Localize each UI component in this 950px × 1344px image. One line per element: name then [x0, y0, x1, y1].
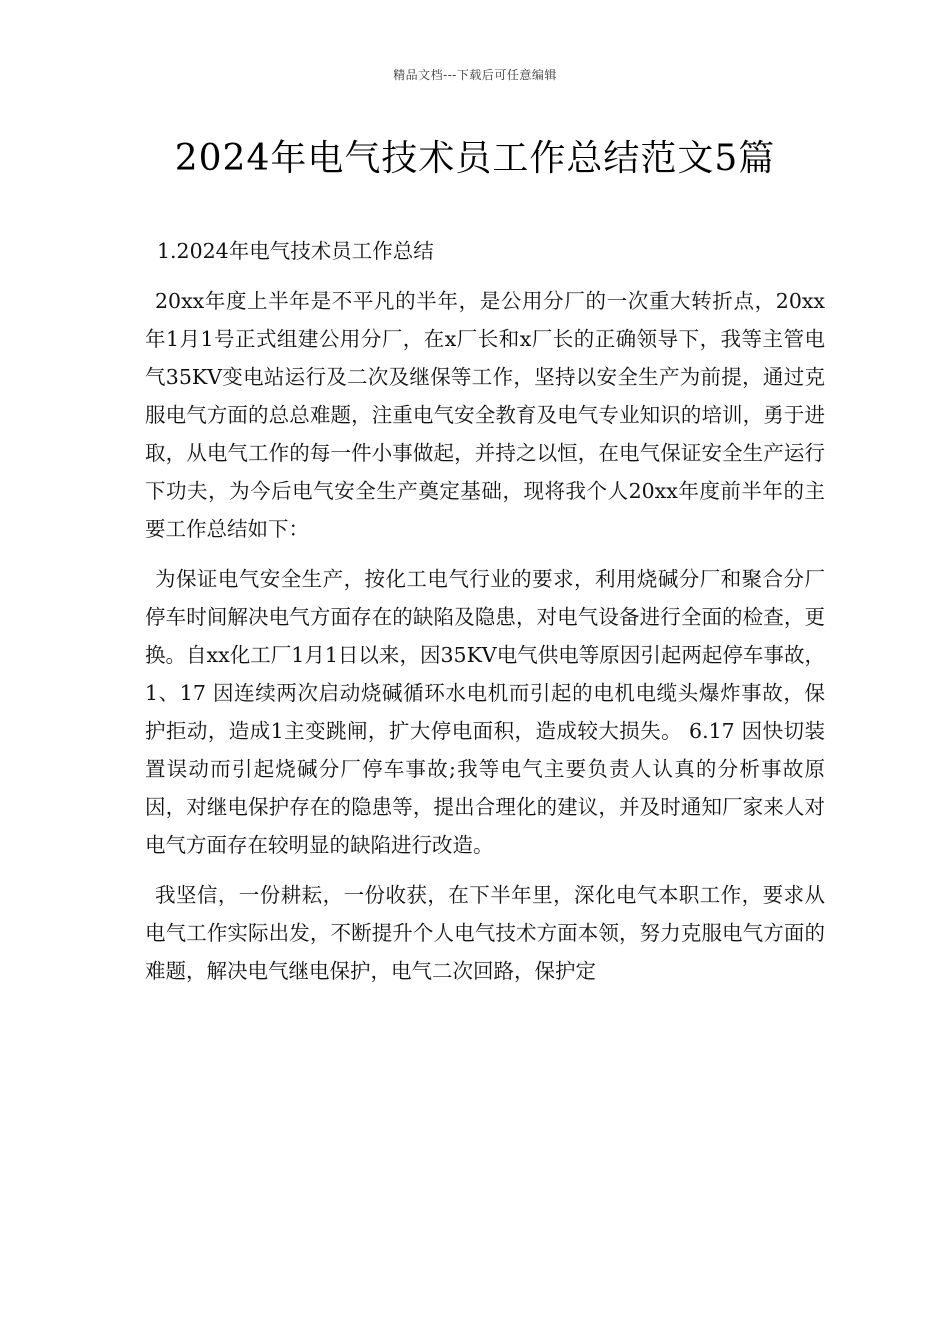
document-title: 2024年电气技术员工作总结范文5篇 — [174, 138, 776, 179]
section-heading: 1.2024年电气技术员工作总结 — [157, 239, 434, 263]
header-note: 精品文档---下载后可任意编辑 — [393, 68, 557, 82]
paragraph: 为保证电气安全生产，按化工电气行业的要求，利用烧碱分厂和聚合分厂停车时间解决电气方面存在的缺陷及隐患，对电气设备进行全面的检查，更换。自xx化工厂1月1日以来，因35KV电气供电等原因引起两起停车事故， 1、17 因连续两次启动烧碱循环水电机而引起的电机电缆头爆炸事故，保护拒动，造成1主变跳闸，扩大停电面积，造成较大损失。 6.17 因快切装置误动而引起烧碱分厂停车事故;我等电气主要负责人认真的分析事故原因，对继电保护存在的隐患等，提出合理化的建议，并及时通知厂家来人对电气方面存在较明显的缺陷进行改造。 — [145, 567, 825, 857]
document-body — [145, 232, 825, 1002]
paragraph: 20xx年度上半年是不平凡的半年，是公用分厂的一次重大转折点，20xx年1月1号正式组建公用分厂，在x厂长和x厂长的正确领导下，我等主管电气35KV变电站运行及二次及继保等工作，坚持以安全生产为前提，通过克服电气方面的总总难题，注重电气安全教育及电气专业知识的培训，勇于进取，从电气工作的每一件小事做起，并持之以恒，在电气保证安全生产运行下功夫，为今后电气安全生产奠定基础，现将我个人20xx年度前半年的主要工作总结如下： — [145, 289, 825, 541]
paragraph: 我坚信，一份耕耘，一份收获，在下半年里，深化电气本职工作，要求从电气工作实际出发，不断提升个人电气技术方面本领，努力克服电气方面的难题，解决电气继电保护，电气二次回路，保护定 — [145, 883, 825, 983]
